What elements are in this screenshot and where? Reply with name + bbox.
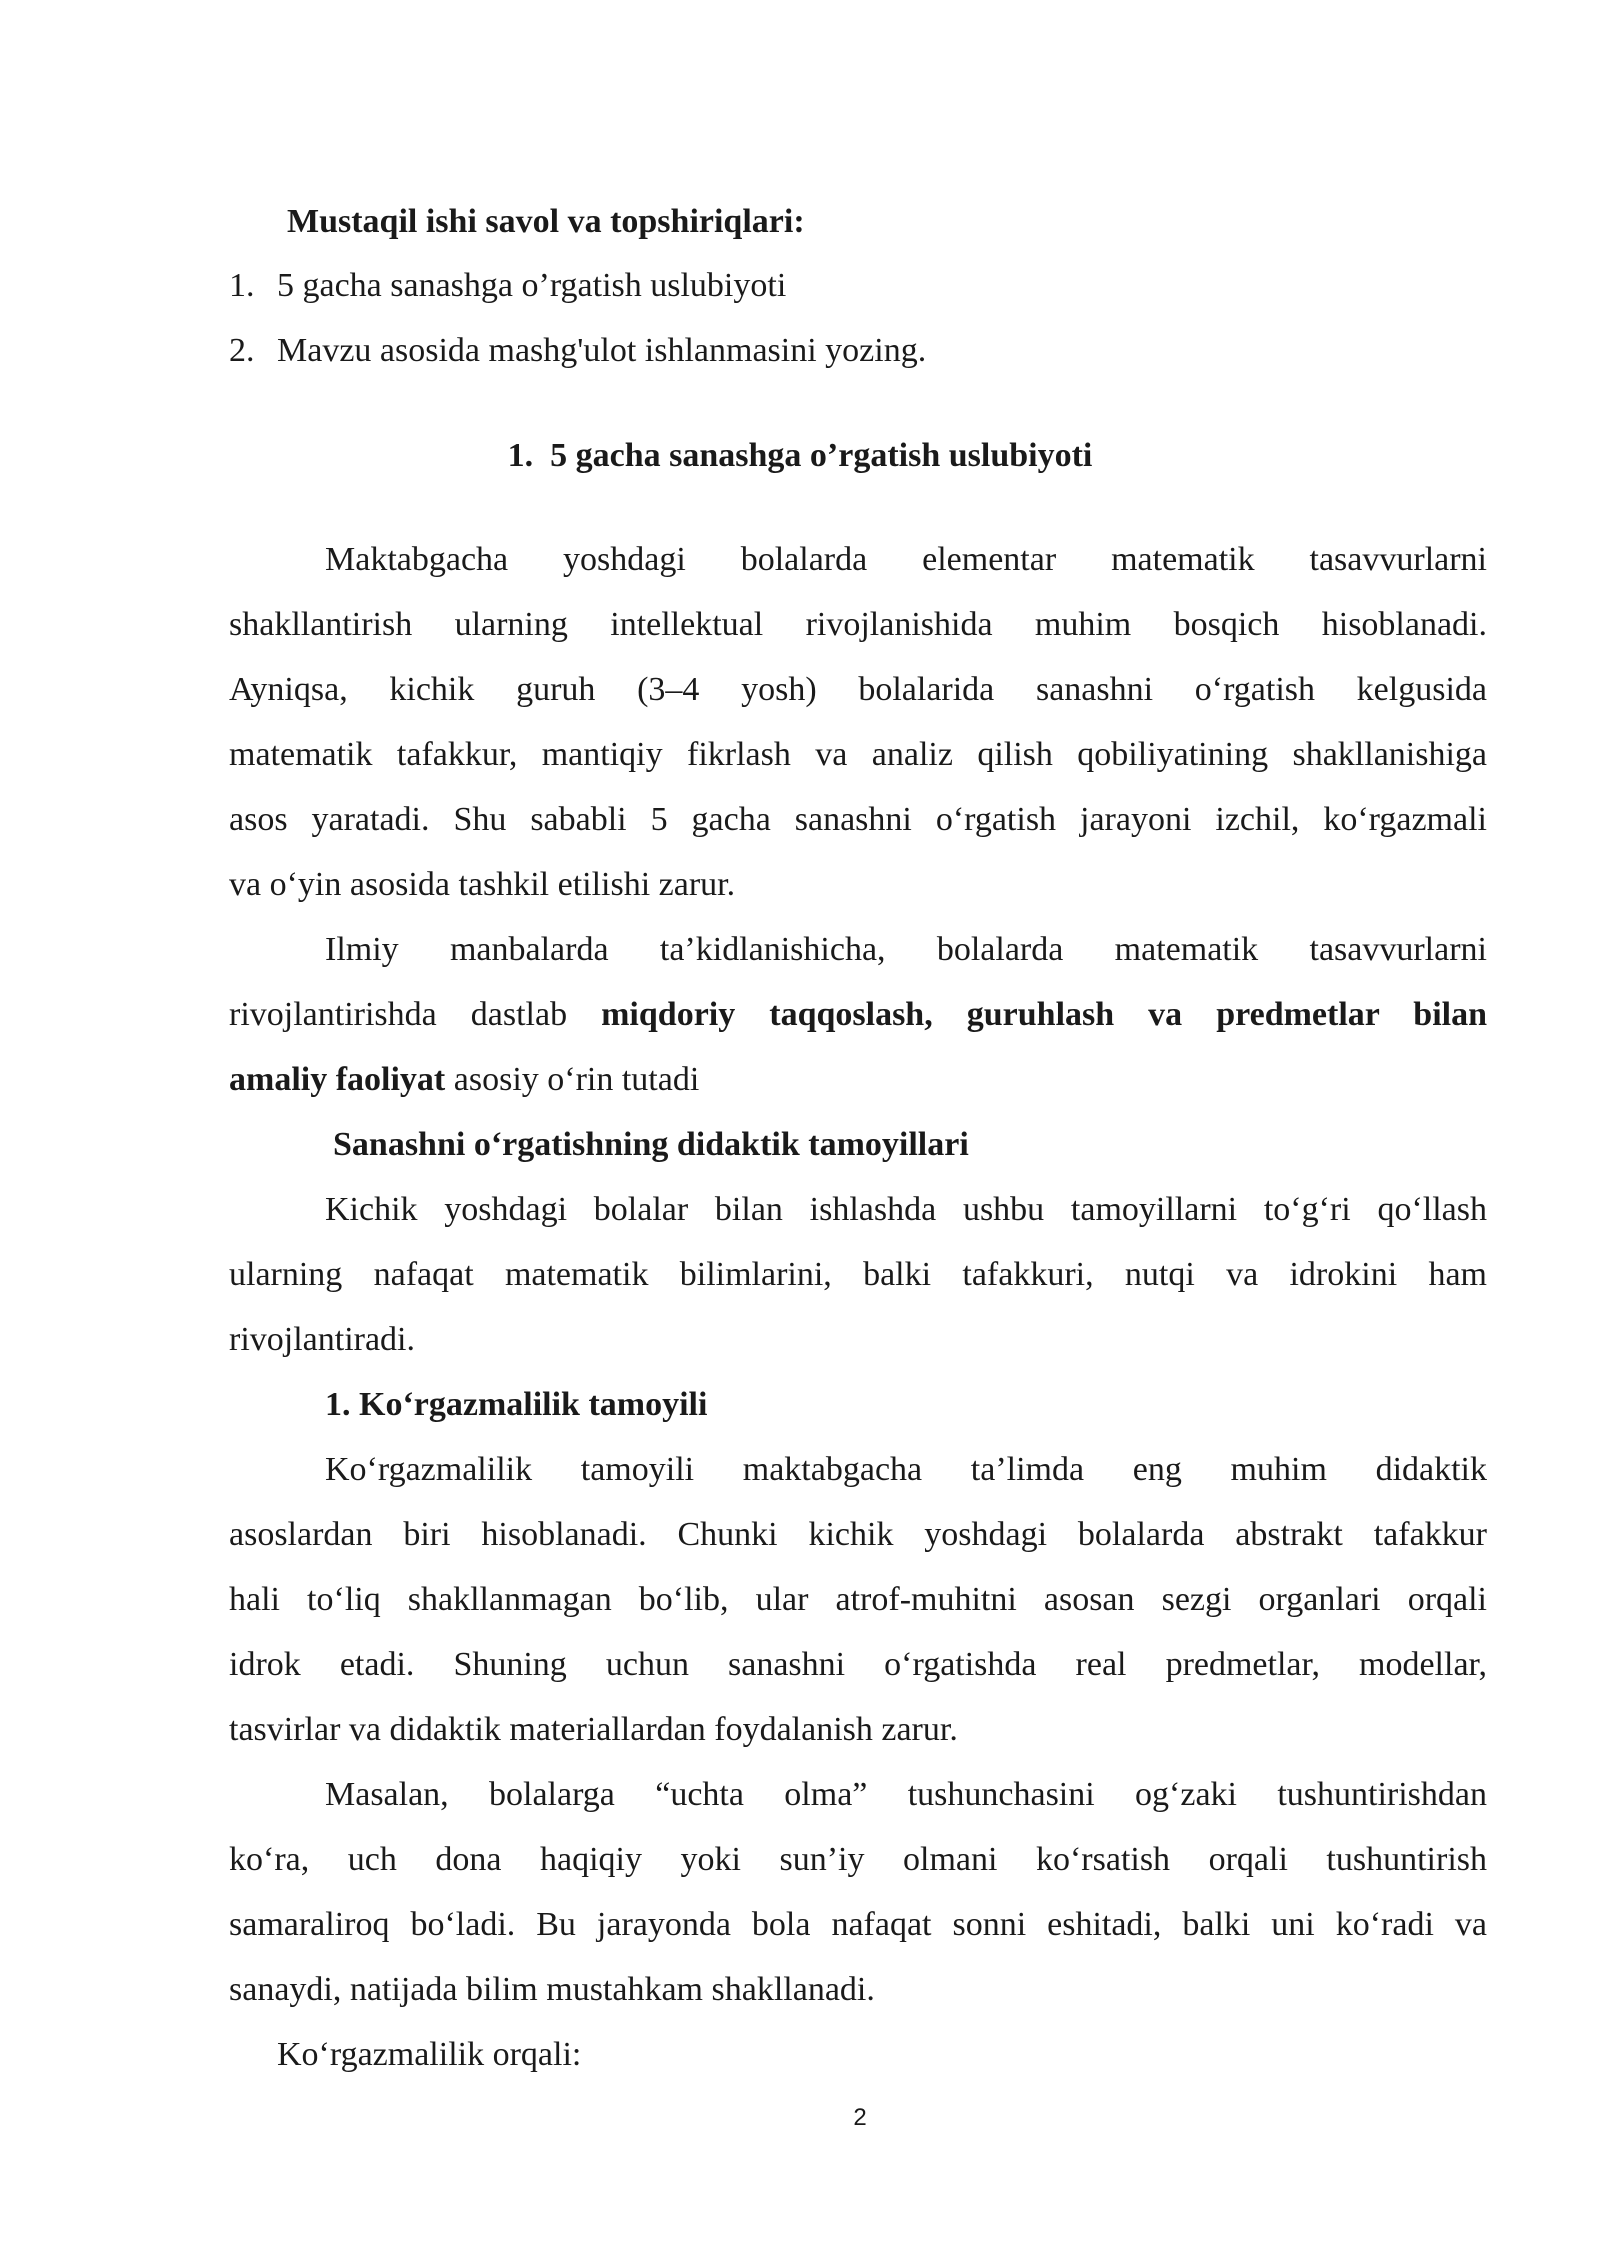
task-number: 1.: [229, 267, 255, 304]
text-run: asosiy o‘rin tutadi: [445, 1061, 700, 1098]
text-run: rivojlantirishda dastlab: [229, 996, 602, 1033]
page-number: 2: [853, 2104, 867, 2131]
paragraph-line: shakllantirish ularning intellektual rivojlanishida muhim bosqich hisoblanadi.: [229, 606, 1487, 643]
paragraph-line: sanaydi, natijada bilim mustahkam shakllanadi.: [229, 1971, 875, 2008]
principle-title: 1. Ko‘rgazmalilik tamoyili: [325, 1386, 708, 1423]
paragraph-line: Ko‘rgazmalilik orqali:: [277, 2036, 582, 2073]
paragraph-line: rivojlantiradi.: [229, 1321, 416, 1358]
task-text: Mavzu asosida mashg'ulot ishlanmasini yozing.: [277, 332, 927, 369]
subheading: Sanashni o‘rgatishning didaktik tamoyillari: [333, 1126, 969, 1163]
paragraph-line: tasvirlar va didaktik materiallardan foydalanish zarur.: [229, 1711, 958, 1748]
paragraph-line: idrok etadi. Shuning uchun sanashni o‘rgatishda real predmetlar, modellar,: [229, 1646, 1487, 1683]
section-title: 1. 5 gacha sanashga o’rgatish uslubiyoti: [507, 437, 1093, 474]
paragraph-line: Masalan, bolalarga “uchta olma” tushunchasini og‘zaki tushuntirishdan: [325, 1776, 1487, 1813]
bold-text-run: amaliy faoliyat: [229, 1061, 446, 1098]
paragraph-line: va o‘yin asosida tashkil etilishi zarur.: [229, 866, 736, 903]
paragraph-line: Ayniqsa, kichik guruh (3–4 yosh) bolalarida sanashni o‘rgatish kelgusida: [229, 671, 1487, 708]
paragraph-line: ko‘ra, uch dona haqiqiy yoki sun’iy olmani ko‘rsatish orqali tushuntirish: [229, 1841, 1487, 1878]
paragraph-line: ularning nafaqat matematik bilimlarini, balki tafakkuri, nutqi va idrokini ham: [229, 1256, 1487, 1293]
paragraph-line: [229, 1060, 1487, 1100]
task-number: 2.: [229, 332, 255, 369]
paragraph-line: samaraliroq bo‘ladi. Bu jarayonda bola nafaqat sonni eshitadi, balki uni ko‘radi va: [229, 1906, 1487, 1943]
task-text: 5 gacha sanashga o’rgatish uslubiyoti: [277, 267, 787, 304]
paragraph-line: Ko‘rgazmalilik tamoyili maktabgacha ta’limda eng muhim didaktik: [325, 1451, 1487, 1488]
paragraph-line: matematik tafakkur, mantiqiy fikrlash va analiz qilish qobiliyatining shakllanishiga: [229, 736, 1487, 773]
paragraph-line: Kichik yoshdagi bolalar bilan ishlashda ushbu tamoyillarni to‘g‘ri qo‘llash: [325, 1191, 1487, 1228]
task-list-item: [229, 331, 1487, 371]
paragraph-line: [229, 995, 1487, 1035]
task-list-item: [229, 266, 1487, 306]
assignment-heading: Mustaqil ishi savol va topshiriqlari:: [287, 203, 805, 240]
paragraph-line: Ilmiy manbalarda ta’kidlanishicha, bolalarda matematik tasavvurlarni: [325, 931, 1487, 968]
bold-text-run: miqdoriy taqqoslash, guruhlash va predmetlar bilan: [601, 996, 1487, 1033]
paragraph-line: asoslardan biri hisoblanadi. Chunki kichik yoshdagi bolalarda abstrakt tafakkur: [229, 1516, 1487, 1553]
paragraph-line: asos yaratadi. Shu sababli 5 gacha sanashni o‘rgatish jarayoni izchil, ko‘rgazmali: [229, 801, 1487, 838]
paragraph-line: hali to‘liq shakllanmagan bo‘lib, ular atrof-muhitni asosan sezgi organlari orqali: [229, 1581, 1487, 1618]
paragraph-line: Maktabgacha yoshdagi bolalarda elementar matematik tasavvurlarni: [325, 541, 1487, 578]
